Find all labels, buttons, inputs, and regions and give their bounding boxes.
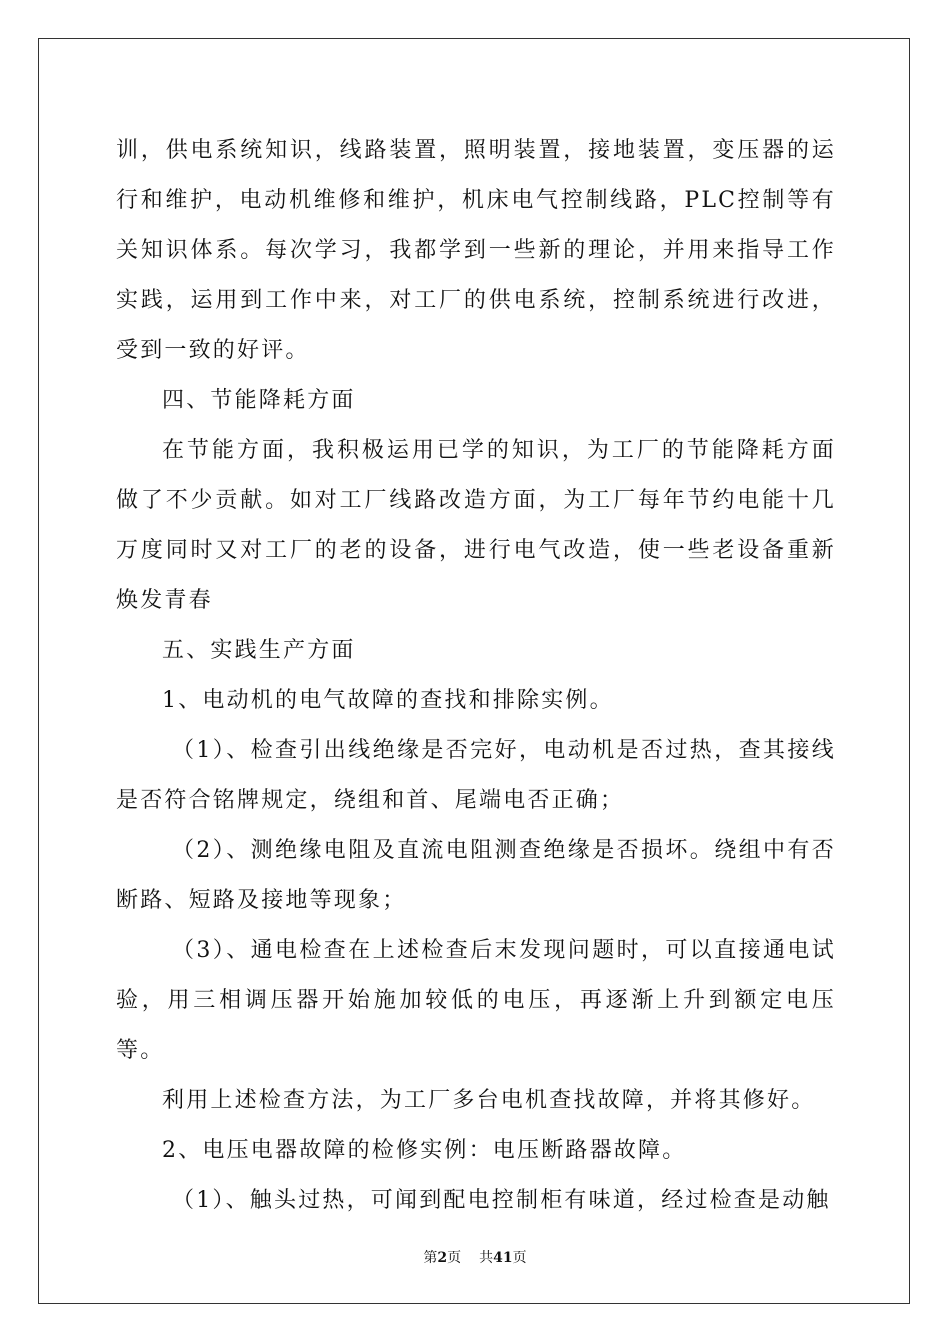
page-unit: 页: [447, 1250, 462, 1266]
section-heading-production-practice: 五、实践生产方面: [162, 638, 356, 663]
document-body: [116, 126, 836, 1226]
section-heading-energy-saving: 四、节能降耗方面: [162, 388, 356, 413]
sub-item-1: （1）、检查引出线绝缘是否完好，电动机是否过热，查其接线是否符合铭牌规定，绕组和首、尾端电否正确；: [116, 738, 836, 813]
page-current-number: 2: [437, 1250, 448, 1266]
total-prefix: 共: [479, 1250, 494, 1266]
list-item-motor-fault: 1、电动机的电气故障的查找和排除实例。: [162, 688, 614, 713]
paragraph-continuation: 训，供电系统知识，线路装置，照明装置，接地装置，变压器的运行和维护，电动机维修和维护，机床电气控制线路，PLC控制等有关知识体系。每次学习，我都学到一些新的理论，并用来指导工作实践，运用到工作中来，对工厂的供电系统，控制系统进行改进，受到一致的好评。: [116, 138, 836, 363]
list-item-breaker-fault: 2、电压电器故障的检修实例：电压断路器故障。: [162, 1138, 687, 1163]
sub-item-3: （3）、通电检查在上述检查后末发现问题时，可以直接通电试验，用三相调压器开始施加较低的电压，再逐渐上升到额定电压等。: [116, 938, 836, 1063]
page-prefix: 第: [423, 1250, 438, 1266]
page-footer: [0, 1247, 950, 1267]
paragraph-summary: 利用上述检查方法，为工厂多台电机查找故障，并将其修好。: [162, 1088, 816, 1113]
page-total-number: 41: [493, 1250, 513, 1266]
paragraph-energy-saving: 在节能方面，我积极运用已学的知识，为工厂的节能降耗方面做了不少贡献。如对工厂线路改造方面，为工厂每年节约电能十几万度同时又对工厂的老的设备，进行电气改造，使一些老设备重新焕发青春: [116, 438, 836, 613]
sub-item-2: （2）、测绝缘电阻及直流电阻测查绝缘是否损坏。绕组中有否断路、短路及接地等现象；: [116, 838, 836, 913]
total-unit: 页: [512, 1250, 527, 1266]
sub-item-contact-overheat: （1）、触头过热，可闻到配电控制柜有味道，经过检查是动触: [172, 1188, 831, 1213]
